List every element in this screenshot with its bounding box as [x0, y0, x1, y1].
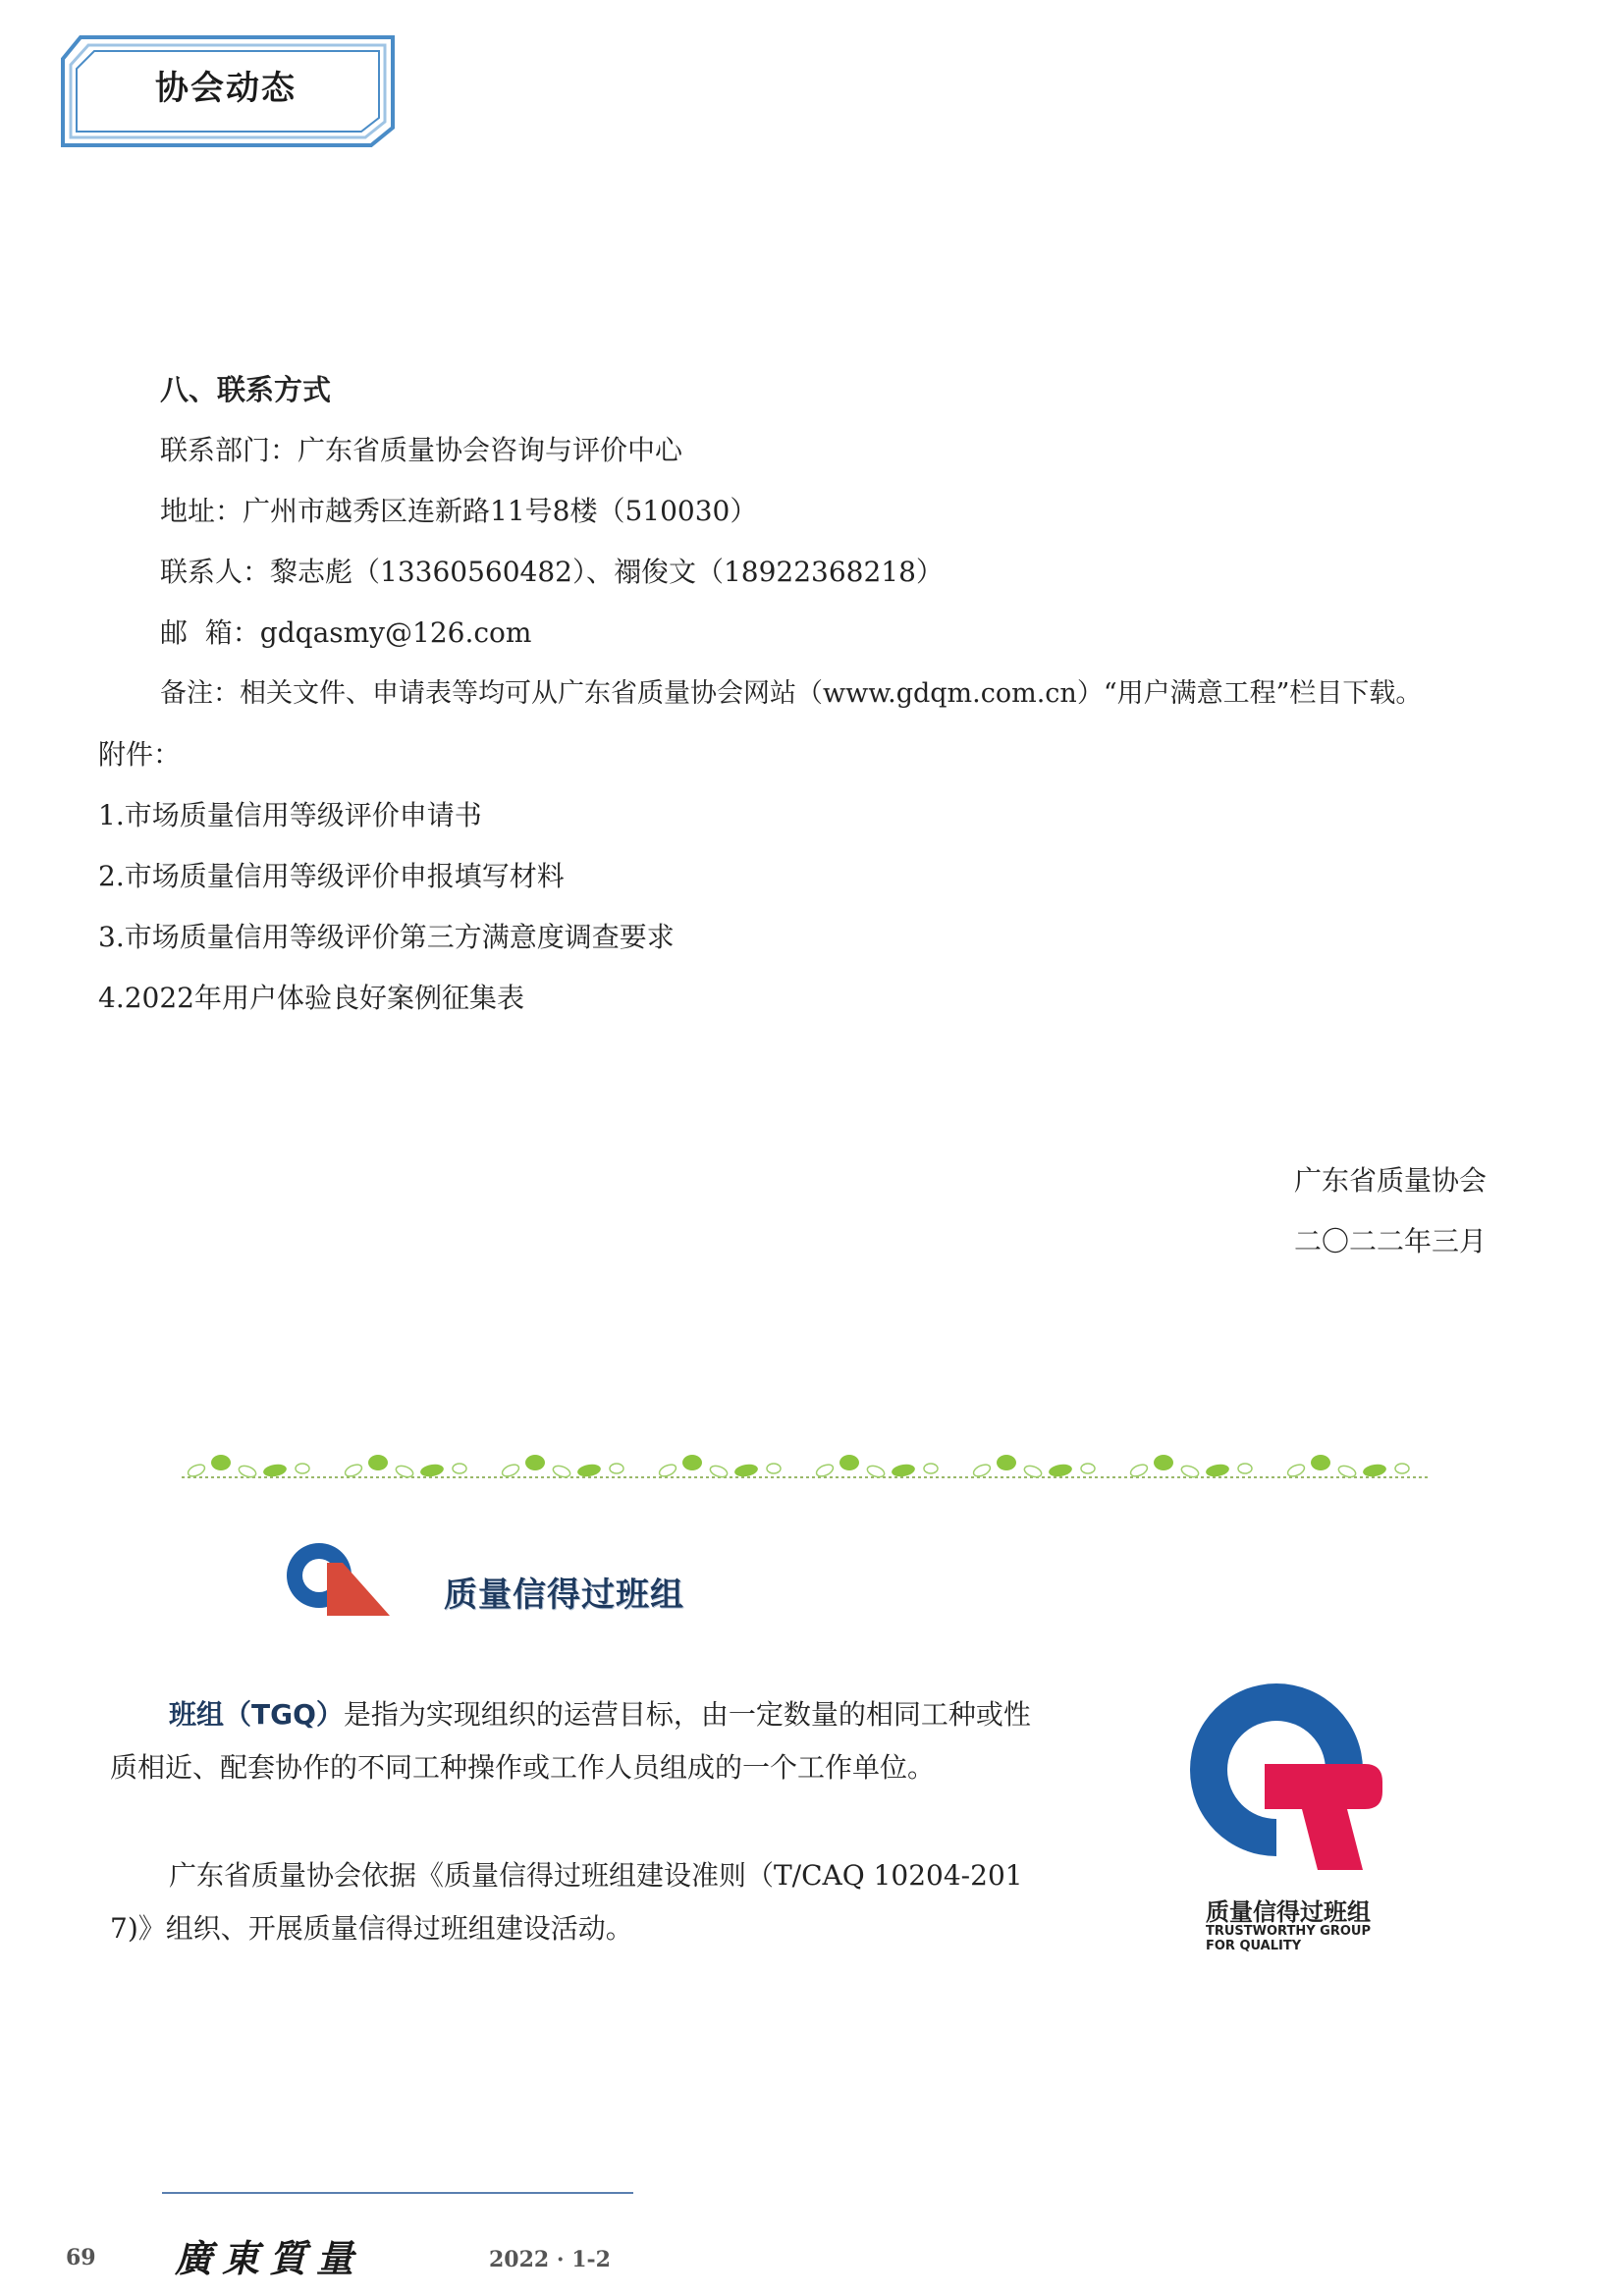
- contact-persons: 联系人：黎志彪（13360560482）、禤俊文（18922368218）: [160, 556, 944, 588]
- tgq-logo-en-line1: TRUSTWORTHY GROUP: [1206, 1924, 1371, 1939]
- issue-number: 2022 · 1-2: [489, 2247, 611, 2272]
- attachment-item: 3.市场质量信用等级评价第三方满意度调查要求: [98, 921, 675, 953]
- tgq-definition: 是指为实现组织的运营目标，由一定数量的相同工种或性质相近、配套协作的不同工种操作或工作人员组成的一个工作单位。: [110, 1698, 1031, 1784]
- leaf-vine-divider: [177, 1438, 1434, 1497]
- attachments-label: 附件：: [98, 738, 182, 771]
- tgq-paragraph-2: 广东省质量协会依据《质量信得过班组建设准则（T/CAQ 10204-2017)》组织、开展质量信得过班组建设活动。: [110, 1859, 1023, 1945]
- tgq-logo-en-text: [1206, 1924, 1371, 1953]
- attachment-item: 2.市场质量信用等级评价申报填写材料: [98, 860, 565, 892]
- contact-note: 备注：相关文件、申请表等均可从广东省质量协会网站（www.gdqm.com.cn）“用户满意工程”栏目下载。: [160, 678, 1423, 709]
- tgq-emblem-icon: [280, 1531, 398, 1620]
- tgq-logo-en-line2: FOR QUALITY: [1206, 1939, 1302, 1953]
- signature-org: 广东省质量协会: [1294, 1164, 1488, 1197]
- tgq-logo-cn-text: 质量信得过班组: [1206, 1898, 1371, 1926]
- magazine-name: 廣東質量: [175, 2236, 364, 2280]
- section-title: 协会动态: [155, 69, 297, 108]
- contact-heading: 八、联系方式: [160, 373, 332, 406]
- contact-address: 地址：广州市越秀区连新路11号8楼（510030）: [160, 495, 758, 527]
- tgq-logo-icon: [1178, 1674, 1404, 1899]
- page-number: 69: [66, 2245, 96, 2270]
- tgq-section-title: 质量信得过班组: [444, 1575, 684, 1615]
- tgq-paragraph-1: [110, 1688, 1033, 1794]
- contact-email: 邮 箱：gdqasmy@126.com: [160, 616, 532, 649]
- attachment-item: 1.市场质量信用等级评价申请书: [98, 799, 482, 831]
- attachment-item: 4.2022年用户体验良好案例征集表: [98, 982, 524, 1014]
- contact-department: 联系部门：广东省质量协会咨询与评价中心: [160, 434, 683, 466]
- tgq-term: 班组（TGQ）: [169, 1698, 344, 1731]
- signature-date: 二〇二二年三月: [1294, 1225, 1488, 1257]
- footer-rule: [162, 2192, 633, 2194]
